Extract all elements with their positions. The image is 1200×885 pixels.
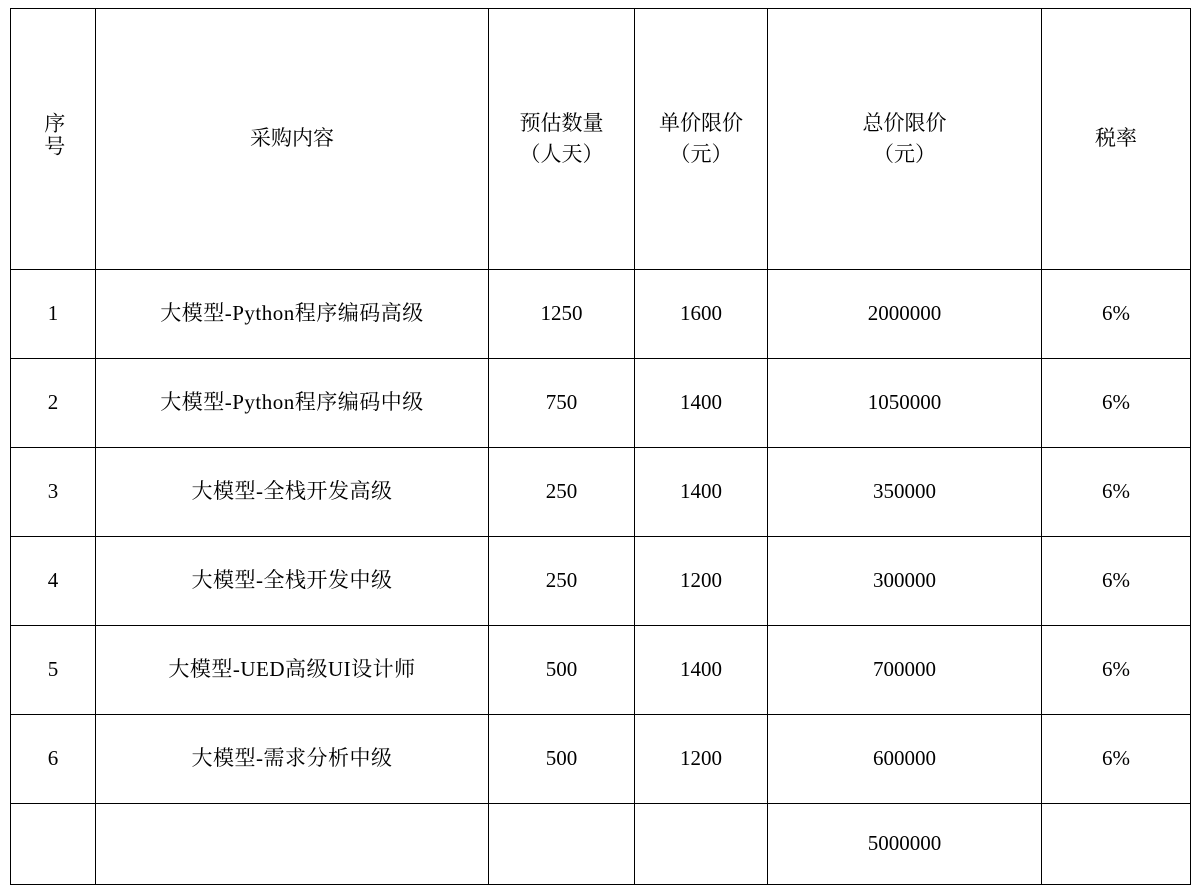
cell-total-price: 2000000 — [768, 270, 1042, 359]
total-cell-total-price: 5000000 — [768, 804, 1042, 885]
table-header — [11, 9, 1191, 270]
header-cell-quantity — [489, 9, 635, 270]
cell-quantity: 750 — [489, 359, 635, 448]
cell-quantity: 250 — [489, 537, 635, 626]
header-label-quantity-line2: （人天） — [519, 142, 604, 166]
table-row — [11, 626, 1191, 715]
cell-total-price: 300000 — [768, 537, 1042, 626]
cell-total-price: 1050000 — [768, 359, 1042, 448]
total-cell-tax-rate — [1042, 804, 1191, 885]
cell-unit-price: 1200 — [635, 715, 768, 804]
total-cell-quantity — [489, 804, 635, 885]
header-label-unit-price-line1: 单价限价 — [659, 110, 743, 135]
header-cell-tax-rate — [1042, 9, 1191, 270]
cell-content: 大模型-UED高级UI设计师 — [96, 626, 489, 715]
cell-tax-rate: 6% — [1042, 715, 1191, 804]
cell-quantity: 1250 — [489, 270, 635, 359]
table-row — [11, 270, 1191, 359]
cell-total-price: 350000 — [768, 448, 1042, 537]
cell-tax-rate: 6% — [1042, 537, 1191, 626]
total-cell-seq — [11, 804, 96, 885]
header-label-quantity-line1: 预估数量 — [519, 110, 604, 135]
cell-seq: 1 — [11, 270, 96, 359]
procurement-price-limit-table — [10, 8, 1191, 885]
table-row — [11, 359, 1191, 448]
header-cell-content — [96, 9, 489, 270]
table-row — [11, 537, 1191, 626]
cell-content: 大模型-Python程序编码中级 — [96, 359, 489, 448]
table-row — [11, 448, 1191, 537]
total-cell-content — [96, 804, 489, 885]
cell-quantity: 250 — [489, 448, 635, 537]
cell-content: 大模型-全栈开发高级 — [96, 448, 489, 537]
cell-content: 大模型-全栈开发中级 — [96, 537, 489, 626]
cell-tax-rate: 6% — [1042, 626, 1191, 715]
header-label-content: 采购内容 — [250, 126, 334, 151]
cell-total-price: 600000 — [768, 715, 1042, 804]
header-row — [11, 9, 1191, 270]
header-cell-seq — [11, 9, 96, 270]
cell-content: 大模型-需求分析中级 — [96, 715, 489, 804]
cell-quantity: 500 — [489, 715, 635, 804]
header-label-unit-price-line2: （元） — [669, 142, 733, 166]
cell-quantity: 500 — [489, 626, 635, 715]
cell-tax-rate: 6% — [1042, 270, 1191, 359]
cell-seq: 4 — [11, 537, 96, 626]
cell-unit-price: 1400 — [635, 359, 768, 448]
cell-unit-price: 1200 — [635, 537, 768, 626]
header-label-seq: 序号 — [41, 111, 66, 158]
header-label-total-price-line2: （元） — [873, 142, 936, 166]
cell-seq: 3 — [11, 448, 96, 537]
cell-total-price: 700000 — [768, 626, 1042, 715]
header-label-tax-rate: 税率 — [1095, 126, 1137, 151]
cell-tax-rate: 6% — [1042, 448, 1191, 537]
cell-unit-price: 1400 — [635, 626, 768, 715]
cell-tax-rate: 6% — [1042, 359, 1191, 448]
header-cell-unit-price — [635, 9, 768, 270]
cell-seq: 6 — [11, 715, 96, 804]
table-body — [11, 270, 1191, 885]
header-cell-total-price — [768, 9, 1042, 270]
total-cell-unit-price — [635, 804, 768, 885]
table-row — [11, 715, 1191, 804]
cell-unit-price: 1600 — [635, 270, 768, 359]
cell-seq: 2 — [11, 359, 96, 448]
cell-seq: 5 — [11, 626, 96, 715]
cell-content: 大模型-Python程序编码高级 — [96, 270, 489, 359]
cell-unit-price: 1400 — [635, 448, 768, 537]
header-label-total-price-line1: 总价限价 — [862, 110, 947, 135]
table-total-row — [11, 804, 1191, 885]
